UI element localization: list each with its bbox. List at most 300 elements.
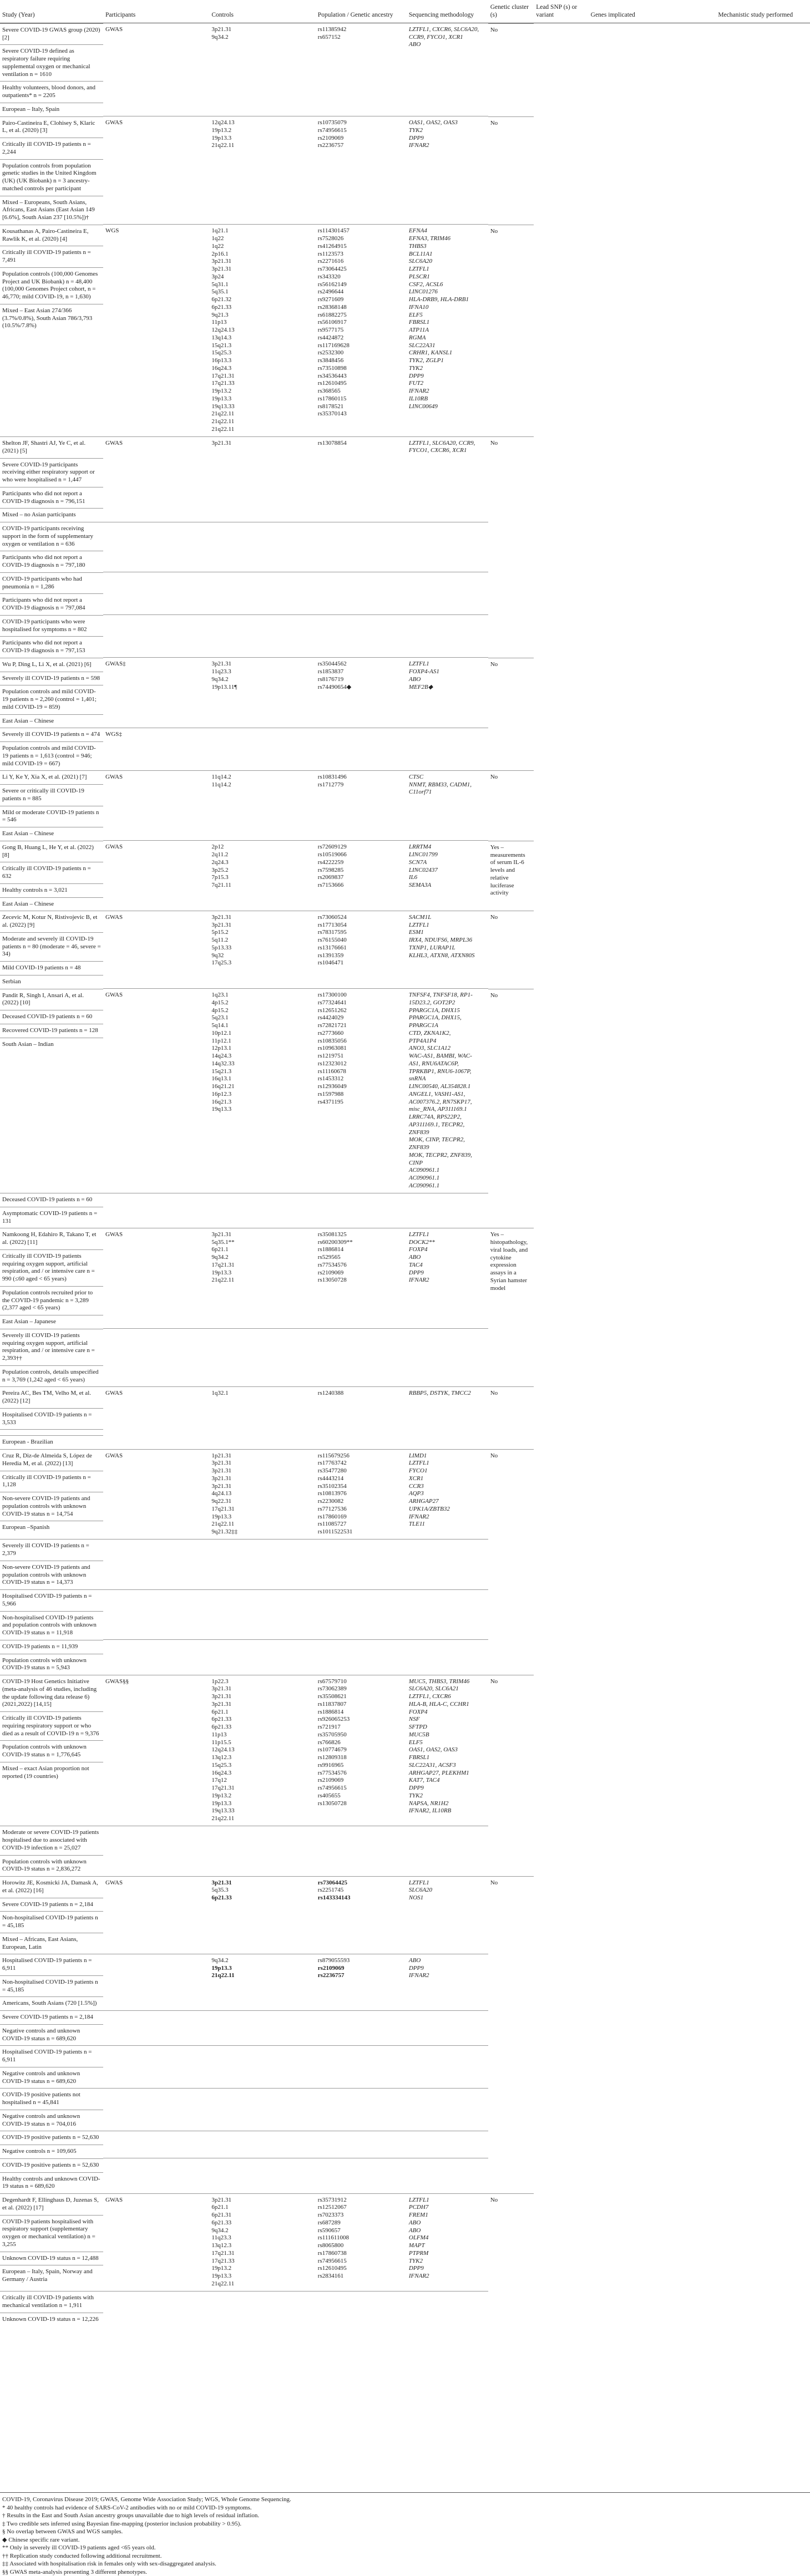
lead-snp-cell-line: rs12936049	[317, 1083, 347, 1090]
footnote: † Results in the East and South Asian ancestry groups unavailable due to high levels of residual inflation.	[2, 2512, 260, 2519]
study-cell: Li Y, Ke Y, Xia X, et al. (2021) [7]	[0, 770, 103, 784]
genetic-cluster-cell-line: 12q24.13	[211, 327, 235, 333]
genes-cell-line: THBS3	[408, 242, 427, 250]
genes-cell-line: AP311169.1, TECPR2,	[408, 1121, 465, 1128]
genetic-cluster-cell-line: 11p13	[211, 1731, 227, 1738]
study-cell: COVID-19 Host Genetics Initiative (meta-analysis of 46 studies, including the update following data release 6) (2021,2022) [14,15]	[0, 1675, 103, 1711]
genetic-cluster-cell-line: 16q21.3	[211, 1098, 232, 1105]
lead-snp-cell	[316, 522, 407, 572]
genes-cell-line: FUT2	[408, 380, 424, 387]
lead-snp-cell-line: rs3848456	[317, 357, 344, 364]
sequencing-cell	[103, 522, 209, 572]
lead-snp-cell-line: rs1391359	[317, 952, 344, 959]
genetic-cluster-cell-line: 5q23.1	[211, 1014, 229, 1022]
lead-snp-cell	[316, 225, 407, 436]
genes-cell	[407, 1449, 488, 1539]
lead-snp-cell-line: rs1853837	[317, 668, 344, 675]
controls-cell: Non-severe COVID-19 patients and population controls with unknown COVID-19 status n = 14,373	[0, 1561, 103, 1589]
lead-snp-cell	[316, 116, 407, 225]
genes-cell-line: ANO3, SLC1A12	[408, 1045, 451, 1052]
genes-cell-line: ANGEL1, VASH1-AS1,	[408, 1090, 465, 1098]
lead-snp-cell-line: rs17860738	[317, 2249, 347, 2257]
study-subrow	[0, 522, 810, 572]
sequencing-cell	[103, 1826, 209, 1876]
genetic-cluster-cell-line: 16q24.3	[211, 364, 232, 372]
lead-snp-cell-line: rs8176719	[317, 675, 344, 683]
mechanistic-cell: No	[488, 989, 534, 1003]
population-cell: Mixed – exact Asian proportion not reported (19 countries)	[0, 1762, 103, 1784]
lead-snp-cell-line: rs77127536	[317, 1505, 347, 1512]
lead-snp-cell	[316, 2193, 407, 2291]
header-participants: Participants	[103, 0, 209, 23]
lead-snp-cell	[316, 1449, 407, 1539]
genetic-cluster-cell	[209, 1449, 315, 1539]
genes-cell-line: CCR3	[408, 1482, 424, 1490]
genes-cell-line: IFNAR2	[408, 1972, 429, 1979]
header-lead-snp: Lead SNP (s) or variant	[534, 0, 588, 23]
lead-snp-cell-line: rs72609129	[317, 844, 347, 851]
genes-cell	[407, 1675, 488, 1826]
genes-cell-line: LINC01799	[408, 851, 438, 858]
genetic-cluster-cell-line: 21q22.11	[211, 418, 235, 425]
genes-cell	[407, 1228, 488, 1329]
population-cell: East Asian – Japanese	[0, 1315, 103, 1329]
sequencing-cell: GWAS	[103, 116, 209, 225]
genetic-cluster-cell	[209, 1386, 315, 1449]
genes-cell-line: TXNP1, LURAP1L	[408, 944, 455, 951]
lead-snp-cell-line: rs1123573	[317, 250, 343, 257]
genetic-cluster-cell-line: 19q13.33	[211, 1807, 235, 1815]
lead-snp-cell-line: rs35731912	[317, 2196, 347, 2203]
participants-cell: Deceased COVID-19 patients n = 60	[0, 1010, 103, 1024]
genes-cell-line: MAPT	[408, 2242, 425, 2249]
study-subrow	[0, 1954, 810, 2010]
lead-snp-cell-line: rs4443214	[317, 1475, 344, 1482]
sequencing-cell: GWAS	[103, 2193, 209, 2291]
genes-cell-line: FYCO1	[408, 1467, 428, 1474]
genes-cell	[407, 572, 488, 615]
sequencing-cell	[103, 1193, 209, 1228]
participants-cell: Severe COVID-19 participants receiving either respiratory support or who were hospitalised n = 1,447	[0, 458, 103, 487]
sequencing-cell: WGS	[103, 225, 209, 436]
genetic-cluster-cell-line: 5p15.2	[211, 929, 229, 936]
genes-cell-line: AS1, RNU6ATAC6P,	[408, 1060, 459, 1067]
footnote: ‡‡ Associated with hospitalisation risk in females only with sex-disaggregated analysis.	[2, 2560, 216, 2568]
lead-snp-cell-line: rs529565	[317, 1254, 341, 1261]
genetic-cluster-cell-line: 21q22.11	[211, 142, 235, 149]
genetic-cluster-cell-line: 21q22.11	[211, 1815, 235, 1822]
participants-cell: Severely ill COVID-19 patients n = 598	[0, 672, 103, 685]
participants-cell: COVID-19 participants who had pneumonia n = 1,286	[0, 572, 103, 594]
genes-cell-line: CTSC	[408, 773, 424, 780]
genes-cell-line: ZNF839	[408, 1144, 429, 1151]
participants-cell: Critically ill COVID-19 patients requiring respiratory support or who died as a result of COVID-19 n = 9,376	[0, 1711, 103, 1740]
genes-cell-line: DPP9	[408, 134, 424, 141]
footnote: §§ GWAS meta-analysis presenting 3 different phenotypes.	[2, 2568, 147, 2575]
lead-snp-cell	[316, 615, 407, 658]
lead-snp-cell	[316, 1954, 407, 2010]
genetic-cluster-cell-line: 2q24.3	[211, 858, 229, 866]
genes-cell-line: SLC22A31	[408, 342, 436, 349]
study-subrow	[0, 615, 810, 658]
lead-snp-cell-line: rs77534576	[317, 1769, 347, 1776]
genetic-cluster-cell	[209, 1228, 315, 1329]
lead-snp-cell-line: rs2109069	[317, 1777, 344, 1784]
lead-snp-cell-line: rs11385942	[317, 26, 347, 33]
genes-cell-line: ABO	[408, 1254, 421, 1261]
lead-snp-cell-line: rs7598285	[317, 866, 344, 873]
lead-snp-cell-line: rs56106917	[317, 319, 347, 326]
lead-snp-cell-line: rs41264915	[317, 242, 347, 250]
genetic-cluster-cell-line: 9q34.2	[211, 1254, 229, 1261]
lead-snp-cell-line: rs7023373	[317, 2212, 344, 2218]
lead-snp-cell-line: rs74956615	[317, 2257, 347, 2264]
study-subrow	[0, 2045, 810, 2088]
mechanistic-cell: No	[488, 225, 534, 238]
lead-snp-cell	[316, 2131, 407, 2158]
genetic-cluster-cell-line: 16p13.3	[211, 357, 232, 364]
genetic-cluster-cell	[209, 1539, 315, 1589]
participants-cell: COVID-19 patients n = 11,939	[0, 1640, 103, 1654]
genes-cell	[407, 2131, 488, 2158]
genes-cell-line: ABO	[408, 41, 421, 48]
genes-cell-line: FBRSL1	[408, 319, 430, 326]
sequencing-cell	[103, 1954, 209, 2010]
lead-snp-cell-line: rs657152	[317, 33, 341, 40]
genes-cell-line: LIMD1	[408, 1452, 427, 1459]
population-cell: European - Brazilian	[0, 1435, 103, 1449]
genes-cell	[407, 522, 488, 572]
genetic-cluster-cell-line: 9q34.2	[211, 675, 229, 683]
controls-cell: Unknown COVID-19 status n = 12,488	[0, 2252, 103, 2265]
genes-cell-line: FOXP4-AS1	[408, 668, 439, 675]
genetic-cluster-cell-line: 5q35.3	[211, 1887, 229, 1894]
population-cell: Mixed – Europeans, South Asians, Africans, East Asians (East Asian 149 [6.6%], South Asian 237 [10.5%])†	[0, 196, 103, 225]
genes-cell-line: PLSCR1	[408, 273, 430, 280]
genes-cell	[407, 989, 488, 1193]
sequencing-cell: GWAS	[103, 1386, 209, 1449]
genetic-cluster-cell-line: 3p21.31	[211, 1467, 232, 1474]
genetic-cluster-cell-line: 15q25.3	[211, 349, 232, 357]
genes-cell-line: IRX4, NDUFS6, MRPL36	[408, 937, 473, 943]
lead-snp-cell	[316, 572, 407, 615]
study-row	[0, 1228, 810, 1329]
controls-cell: Population controls recruited prior to the COVID-19 pandemic n = 3,289 (2,377 aged < 65 years)	[0, 1286, 103, 1315]
genes-cell	[407, 2158, 488, 2193]
genetic-cluster-cell-line: 10p12.1	[211, 1029, 232, 1037]
genes-cell-line: LZTFL1	[408, 2196, 429, 2203]
genetic-cluster-cell-line: 2p12	[211, 844, 224, 851]
mechanistic-cell: No	[488, 1386, 534, 1400]
study-row	[0, 989, 810, 1193]
study-row	[0, 1449, 810, 1539]
genetic-cluster-cell-line: 17q12	[211, 1777, 227, 1784]
genetic-cluster-cell-line: 9q34.2	[211, 33, 229, 40]
participants-cell: Critically ill COVID-19 patients requiring oxygen support, artificial respiration, and / or intensive care n = 990 (≤60 aged < 65 years)	[0, 1249, 103, 1286]
genes-cell-line: ARHGAP27, PLEKHM1	[408, 1769, 469, 1776]
study-row	[0, 911, 810, 988]
genes-cell-line: ATP11A	[408, 327, 429, 333]
lead-snp-cell-line: rs13050728	[317, 1800, 347, 1807]
genetic-cluster-cell-line: 19p13.3	[211, 1964, 232, 1972]
genes-cell-line: DPP9	[408, 1964, 424, 1972]
study-row	[0, 23, 810, 116]
sequencing-cell	[103, 1640, 209, 1675]
genetic-cluster-cell-line: 9q21.32‡‡	[211, 1528, 238, 1535]
genetic-cluster-cell-line: 21q22.11	[211, 425, 235, 433]
genes-cell-line: ELF5	[408, 1739, 423, 1746]
lead-snp-cell	[316, 1193, 407, 1228]
lead-snp-cell	[316, 1589, 407, 1640]
genetic-cluster-cell-line: 3p24	[211, 273, 224, 280]
lead-snp-cell-line: rs13050728	[317, 1277, 347, 1284]
lead-snp-cell	[316, 436, 407, 522]
controls-cell: Negative controls n = 109,605	[0, 2145, 103, 2158]
lead-snp-cell-line: rs10835056	[317, 1037, 347, 1044]
mechanistic-cell: No	[488, 770, 534, 784]
participants-cell: Hospitalised COVID-19 patients n = 6,911	[0, 2045, 103, 2067]
genetic-cluster-cell-line: 19p13.3	[211, 1269, 232, 1276]
study-subrow	[0, 1826, 810, 1876]
genes-cell-line: TYK2	[408, 2257, 423, 2264]
genetic-cluster-cell	[209, 2158, 315, 2193]
participants-cell: Critically ill COVID-19 patients n = 632	[0, 862, 103, 883]
genetic-cluster-cell-line: 19q13.33	[211, 403, 235, 410]
genetic-cluster-cell-line: 21q22.11	[211, 1972, 235, 1979]
genetic-cluster-cell-line: 19p13.2	[211, 2265, 232, 2272]
controls-cell: Asymptomatic COVID-19 patients n = 131	[0, 1207, 103, 1228]
lead-snp-cell-line: rs72821721	[317, 1022, 347, 1029]
lead-snp-cell-line: rs687289	[317, 2219, 341, 2226]
lead-snp-cell-line: rs2773660	[317, 1029, 344, 1037]
genes-cell	[407, 2193, 488, 2291]
sequencing-cell	[103, 2045, 209, 2088]
lead-snp-cell-line: rs12809318	[317, 1754, 347, 1761]
participants-cell: Critically ill COVID-19 patients n = 7,491	[0, 246, 103, 267]
genes-cell-line: TYK2	[408, 364, 423, 372]
genetic-cluster-cell-line: 17q21.31	[211, 372, 235, 379]
population-cell: East Asian – Chinese	[0, 714, 103, 728]
lead-snp-cell-line: rs74490654◆	[317, 683, 352, 690]
genetic-cluster-cell	[209, 1329, 315, 1387]
genes-cell-line: LINC01276	[408, 288, 438, 296]
genes-cell-line: DOCK2**	[408, 1238, 435, 1246]
genes-cell-line: IFNAR2	[408, 388, 429, 394]
population-cell: South Asian – Indian	[0, 1038, 103, 1051]
genes-cell	[407, 728, 488, 770]
lead-snp-cell	[316, 2088, 407, 2131]
controls-cell: Healthy controls n = 3,021	[0, 883, 103, 897]
genetic-cluster-cell	[209, 1589, 315, 1640]
study-subrow	[0, 1640, 810, 1675]
header-genes: Genes implicated	[589, 0, 716, 23]
header-sequencing: Sequencing methodology	[407, 0, 488, 23]
genes-cell-line: LZTFL1	[408, 266, 429, 272]
controls-cell: Unknown COVID-19 status n = 12,226	[0, 2313, 103, 2326]
genetic-cluster-cell-line: 1q21.1	[211, 227, 229, 235]
genes-cell-line: SCN7A	[408, 858, 427, 866]
study-cell: Degenhardt F, Ellinghaus D, Juzenas S, et al. (2022) [17]	[0, 2193, 103, 2215]
lead-snp-cell-line: rs1453312	[317, 1075, 344, 1083]
genetic-cluster-cell	[209, 572, 315, 615]
participants-cell: Moderate and severely ill COVID-19 patients n = 80 (moderate = 46, severe = 34)	[0, 932, 103, 961]
genetic-cluster-cell-line: 17q21.31	[211, 1261, 235, 1268]
table-footnotes	[0, 2492, 810, 2576]
genetic-cluster-cell-line: 6p21.32	[211, 296, 232, 303]
controls-cell: Negative controls and unknown COVID-19 status n = 689,620	[0, 2067, 103, 2089]
lead-snp-cell-line: rs10774679	[317, 1746, 347, 1754]
lead-snp-cell-line: rs4222259	[317, 858, 344, 866]
lead-snp-cell-line: rs35477280	[317, 1467, 347, 1474]
sequencing-cell: GWAS§§	[103, 1675, 209, 1826]
genetic-cluster-cell-line: 7p15.3	[211, 874, 229, 881]
participants-cell: Hospitalised COVID-19 patients n = 3,533	[0, 1408, 103, 1430]
genetic-cluster-cell-line: 7q21.11	[211, 882, 231, 888]
lead-snp-cell-line: rs9577175	[317, 327, 344, 333]
genes-cell-line: CTD, ZKNA1K2,	[408, 1029, 451, 1037]
lead-snp-cell-line: rs9916965	[317, 1761, 344, 1769]
genes-cell-line: ABO	[408, 675, 421, 683]
genes-cell-line: LZTFL1, CXCR6	[408, 1693, 451, 1700]
footnote: †† Replication study conducted following additional recruitment.	[2, 2552, 162, 2559]
controls-cell: Participants who did not report a COVID-19 diagnosis n = 796,151	[0, 487, 103, 509]
genes-cell-line: UPK1A/ZBTB32	[408, 1505, 450, 1512]
genes-cell	[407, 2010, 488, 2045]
genes-cell-line: NAPSA, NR1H2	[408, 1800, 449, 1807]
lead-snp-cell-line: rs4424029	[317, 1014, 344, 1022]
genes-cell-line: OAS1, OAS2, OAS3	[408, 119, 458, 126]
study-cell: Namkoong H, Edahiro R, Takano T, et al. (2022) [11]	[0, 1228, 103, 1249]
genetic-cluster-cell-line: 3p25.2	[211, 866, 229, 873]
genetic-cluster-cell-line: 11p15.5	[211, 1739, 231, 1746]
genetic-cluster-cell	[209, 615, 315, 658]
footnote: ‡ Two credible sets inferred using Bayesian fine-mapping (posterior inclusion probability > 0.95).	[2, 2520, 242, 2527]
genetic-cluster-cell-line: 3p21.31	[211, 26, 232, 33]
participants-cell: COVID-19 positive patients not hospitalised n = 45,841	[0, 2088, 103, 2110]
genetic-cluster-cell-line: 1q32.1	[211, 1389, 229, 1396]
genes-cell	[407, 23, 488, 116]
participants-cell: COVID-19 positive patients n = 52,630	[0, 2131, 103, 2145]
participants-cell: Severe COVID-19 defined as respiratory failure requiring supplemental oxygen or mechanical ventilation n = 1610	[0, 44, 103, 81]
genetic-cluster-cell-line: 5q31.1	[211, 281, 229, 288]
study-row	[0, 770, 810, 841]
population-cell: Serbian	[0, 975, 103, 989]
study-subrow	[0, 2088, 810, 2131]
lead-snp-cell-line: rs35044562	[317, 660, 347, 668]
genes-cell-line: 15D23.2, GOT2P2	[408, 999, 455, 1006]
genes-cell	[407, 1539, 488, 1589]
participants-cell: Severe COVID-19 patients n = 2,184	[0, 1898, 103, 1912]
lead-snp-cell-line: rs8178521	[317, 403, 344, 410]
header-controls: Controls	[209, 0, 315, 23]
lead-snp-cell-line: rs10831496	[317, 773, 347, 780]
genetic-cluster-cell-line: 12q24.13	[211, 119, 235, 126]
genetic-cluster-cell-line: 3p21.31	[211, 1475, 232, 1482]
sequencing-cell	[103, 1539, 209, 1589]
lead-snp-cell	[316, 770, 407, 841]
genetic-cluster-cell-line: 5q35.1	[211, 288, 229, 296]
sequencing-cell	[103, 2088, 209, 2131]
lead-snp-cell-line: rs35508621	[317, 1693, 347, 1700]
genes-cell-line: IL10RB	[408, 395, 428, 402]
lead-snp-cell-line: rs74956615	[317, 1785, 347, 1791]
controls-cell: Population controls, details unspecified n = 3,769 (1,242 aged < 65 years)	[0, 1365, 103, 1387]
lead-snp-cell-line: rs2496644	[317, 288, 344, 296]
genes-cell-line: LZTFL1	[408, 660, 429, 668]
genetic-cluster-cell-line: 21q22.11	[211, 410, 235, 418]
genetic-cluster-cell-line: 17q21.31	[211, 1505, 235, 1512]
genes-cell-line: SLC6A20, SLC6A21	[408, 1685, 459, 1693]
genetic-cluster-cell-line: 9q34.2	[211, 1957, 229, 1964]
genes-cell-line: TYK2	[408, 1792, 423, 1799]
sequencing-cell: GWAS	[103, 989, 209, 1193]
genetic-cluster-cell-line: 12p13.1	[211, 1045, 232, 1052]
lead-snp-cell-line: rs10963081	[317, 1045, 347, 1052]
sequencing-cell: GWAS	[103, 911, 209, 988]
population-cell: Mixed – no Asian participants	[0, 508, 103, 522]
sequencing-cell: GWAS	[103, 1449, 209, 1539]
genetic-cluster-cell	[209, 2131, 315, 2158]
genetic-cluster-cell-line: 15q21.3	[211, 1068, 232, 1075]
genes-cell-line: CRHR1, KANSL1	[408, 349, 453, 357]
lead-snp-cell	[316, 2045, 407, 2088]
study-subrow	[0, 1589, 810, 1640]
sequencing-cell: GWAS	[103, 841, 209, 911]
lead-snp-cell-line: rs1712779	[317, 781, 344, 788]
controls-cell: Population controls with unknown COVID-19 status n = 5,943	[0, 1654, 103, 1675]
genes-cell-line: LZTFL1, CXCR6, SLC6A20,	[408, 26, 479, 33]
genes-cell	[407, 658, 488, 728]
genes-cell-line: MEF2B◆	[408, 683, 433, 690]
genetic-cluster-cell-line: 3p21.31	[211, 439, 232, 446]
genetic-cluster-cell-line: 17q21.33	[211, 380, 235, 387]
genes-cell	[407, 2088, 488, 2131]
lead-snp-cell-line: rs114301457	[317, 227, 350, 235]
genetic-cluster-cell	[209, 1640, 315, 1675]
lead-snp-cell	[316, 841, 407, 911]
genetic-cluster-cell-line: 16q24.3	[211, 1769, 232, 1776]
genetic-cluster-cell	[209, 2193, 315, 2291]
genetic-cluster-cell-line: 21q22.11	[211, 1277, 235, 1284]
study-cell: Kousathanas A, Pairo-Castineira E, Rawlik K, et al. (2020) [4]	[0, 225, 103, 246]
controls-cell: Population controls and mild COVID-19 patients n = 2,260 (control = 1,401; mild COVID-19 = 859)	[0, 685, 103, 714]
genes-cell-line: PTPRM	[408, 2249, 429, 2257]
lead-snp-cell-line: rs405655	[317, 1792, 341, 1799]
genes-cell-line: TNFSF4, TNFSF18, RP1-	[408, 992, 473, 998]
genes-cell	[407, 1876, 488, 1954]
population-cell: Mixed – East Asian 274/366 (3.7%/0.8%), South Asian 786/3,793 (10.5%/7.8%)	[0, 304, 103, 333]
genes-cell	[407, 1329, 488, 1387]
genetic-cluster-cell-line: 11q23.3	[211, 2234, 231, 2242]
genes-cell-line: DPP9	[408, 2265, 424, 2272]
controls-cell: Mild or moderate COVID-19 patients n = 546	[0, 806, 103, 827]
controls-cell: Negative controls and unknown COVID-19 status n = 704,016	[0, 2110, 103, 2131]
genes-cell-line: NSF	[408, 1716, 420, 1723]
controls-cell: Healthy volunteers, blood donors, and outpatients* n = 2205	[0, 81, 103, 103]
genetic-cluster-cell	[209, 1675, 315, 1826]
genetic-cluster-cell	[209, 116, 315, 225]
lead-snp-cell-line: rs11160678	[317, 1068, 346, 1075]
sequencing-cell	[103, 615, 209, 658]
study-row	[0, 841, 810, 911]
participants-cell: COVID-19 participants who were hospitalised for symptoms n = 802	[0, 615, 103, 637]
genetic-cluster-cell-line: 17q21.31	[211, 2249, 235, 2257]
sequencing-cell: WGS‡	[103, 728, 209, 770]
lead-snp-cell-line: rs28368148	[317, 303, 347, 311]
genetic-cluster-cell-line: 6p21.33	[211, 2219, 232, 2226]
mechanistic-cell: No	[488, 1449, 534, 1463]
lead-snp-cell-line: rs2109069	[317, 1964, 345, 1972]
